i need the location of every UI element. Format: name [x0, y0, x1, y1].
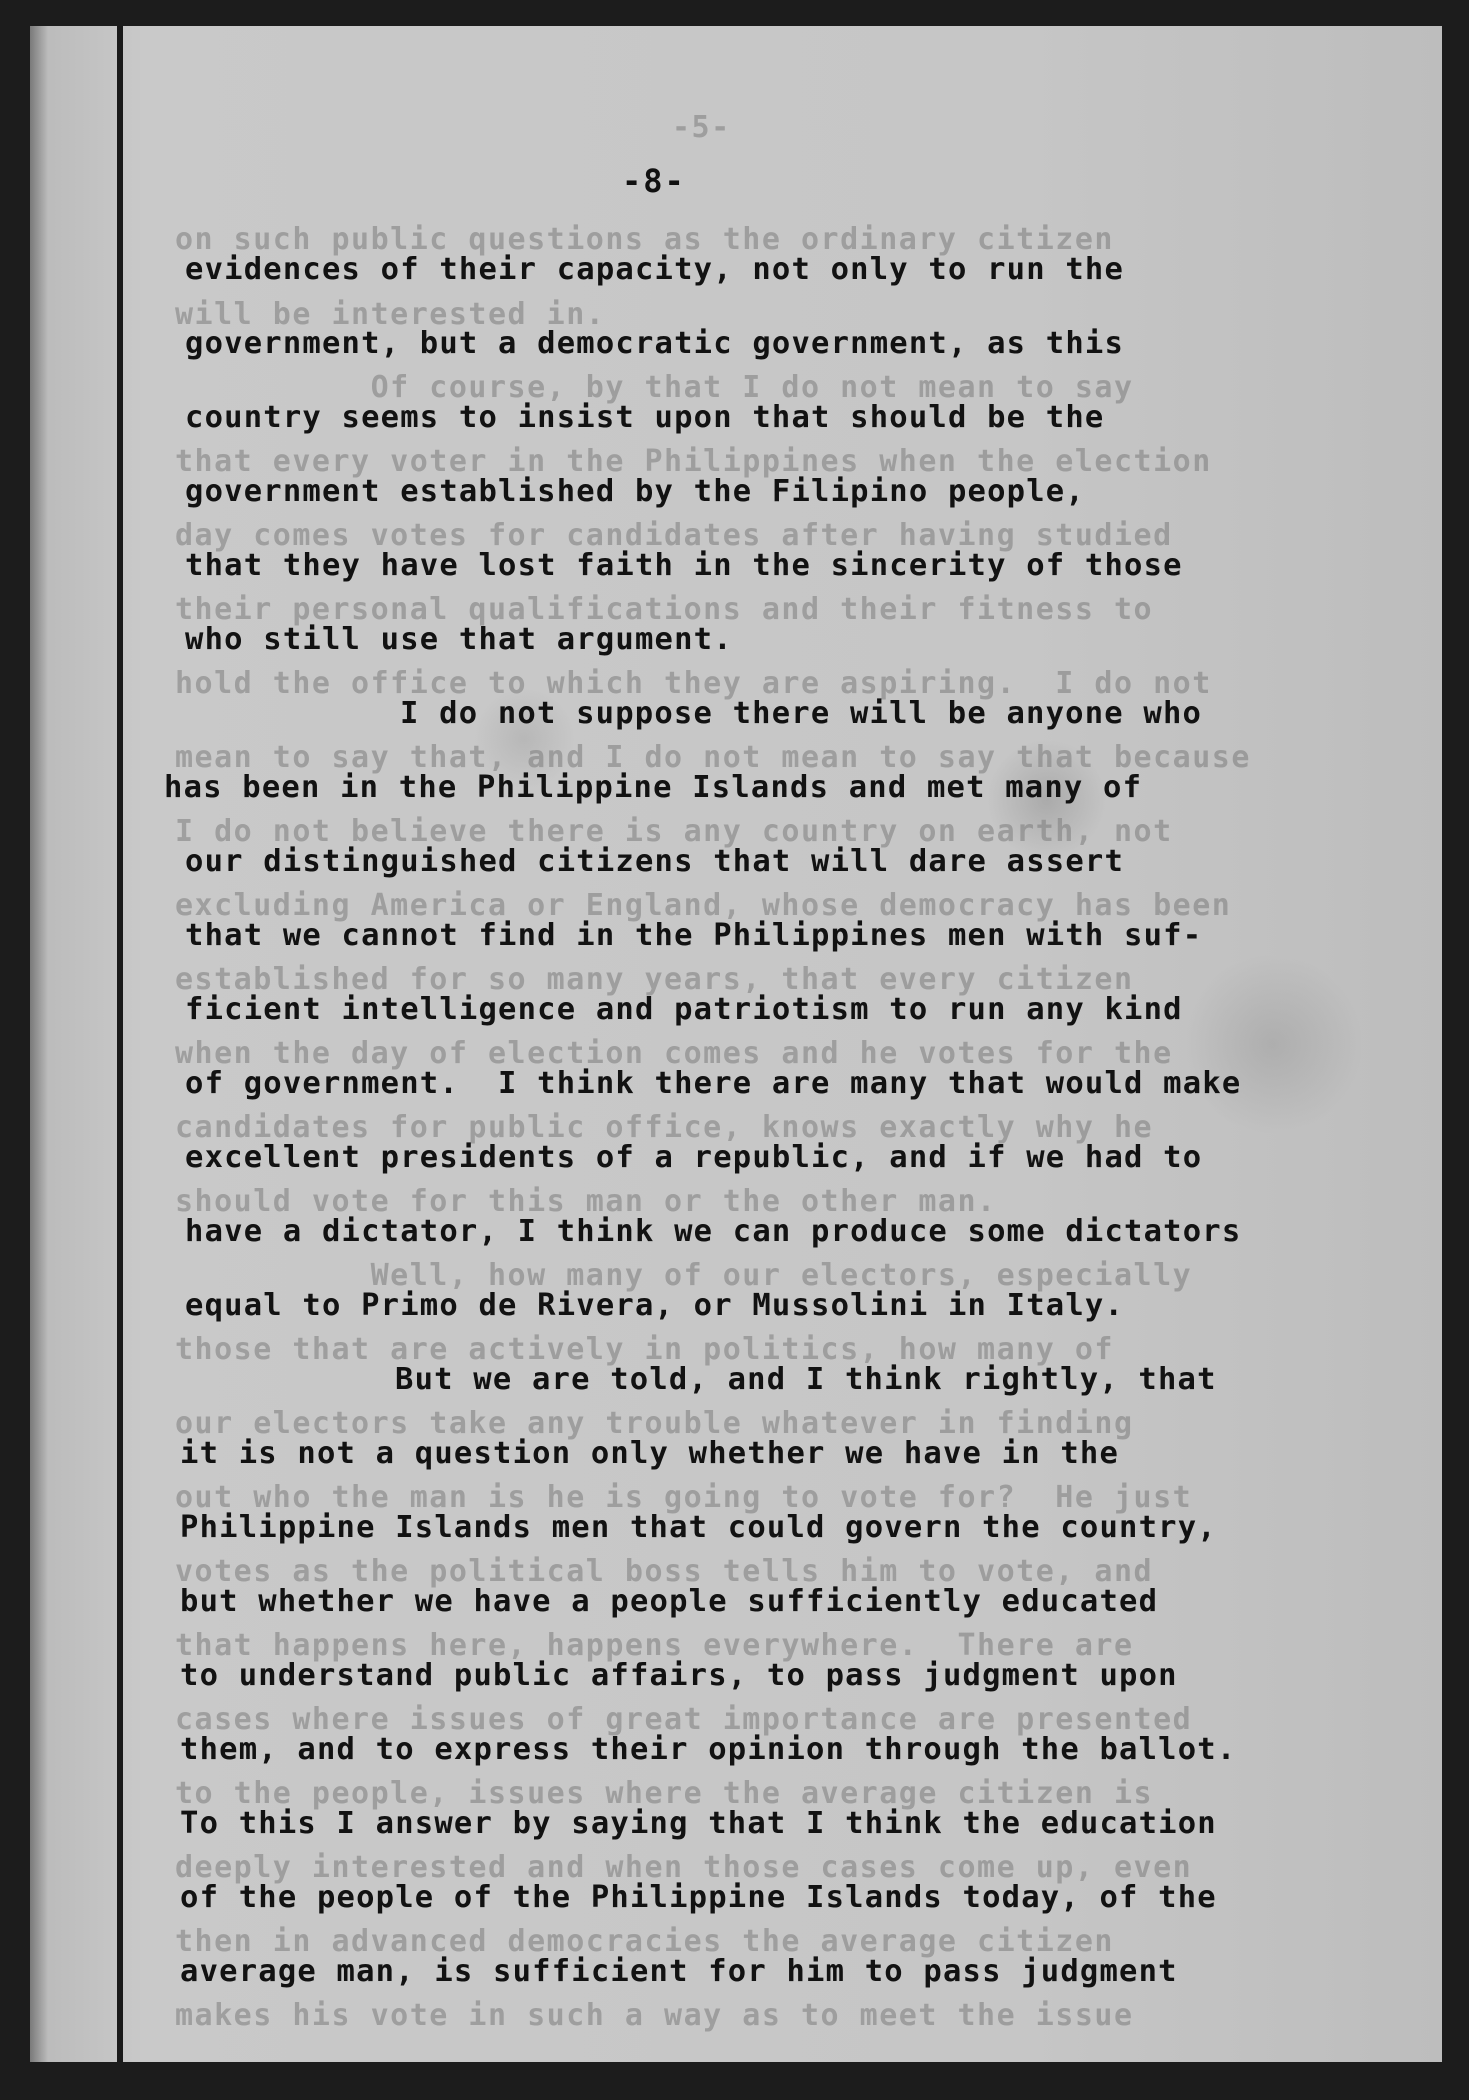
bleed-through-line: that happens here, happens everywhere. There are: [175, 1628, 1134, 1663]
text-line: To this I answer by saying that I think the education: [180, 1806, 1217, 1841]
text-line: country seems to insist upon that should be the: [185, 400, 1105, 435]
bleed-through-line: those that are actively in politics, how many of: [175, 1332, 1114, 1367]
paper-sheet: [30, 26, 1442, 2062]
text-line: government established by the Filipino people,: [185, 474, 1085, 509]
bleed-through-line: their personal qualifications and their fitness to: [175, 592, 1154, 627]
page-edge-shadow: [30, 26, 48, 2062]
bleed-through-line: candidates for public office, knows exactly why he: [175, 1110, 1154, 1145]
margin-rule: [117, 26, 123, 2062]
text-line: evidences of their capacity, not only to run the: [185, 252, 1125, 287]
text-line: have a dictator, I think we can produce some dictators: [185, 1214, 1242, 1249]
text-line: has been in the Philippine Islands and met many of: [164, 770, 1143, 805]
text-line: But we are told, and I think rightly, that: [395, 1362, 1217, 1397]
text-line: I do not suppose there will be anyone who: [400, 696, 1203, 731]
bleed-through-line: that every voter in the Philippines when the election: [175, 444, 1212, 479]
text-line: them, and to express their opinion through the ballot.: [180, 1732, 1237, 1767]
text-line: that they have lost faith in the sincerity of those: [185, 548, 1183, 583]
text-line: who still use that argument.: [185, 622, 733, 657]
bleed-through-line: hold the office to which they are aspiring. I do not: [175, 666, 1212, 701]
bleed-through-page-number: -5-: [672, 110, 731, 145]
bleed-through-line: out who the man is he is going to vote for? He just: [175, 1480, 1193, 1515]
text-line: of government. I think there are many that would make: [185, 1066, 1242, 1101]
text-line: our distinguished citizens that will dare assert: [185, 844, 1125, 879]
bleed-through-line: makes his vote in such a way as to meet the issue: [175, 1998, 1134, 2033]
bleed-through-line: when the day of election comes and he votes for the: [175, 1036, 1173, 1071]
bleed-through-line: our electors take any trouble whatever in finding: [175, 1406, 1134, 1441]
bleed-through-line: will be interested in.: [175, 297, 606, 332]
text-line: to understand public affairs, to pass judgment upon: [180, 1658, 1178, 1693]
bleed-through-line: cases where issues of great importance are presented: [175, 1702, 1193, 1737]
page-number: -8-: [622, 162, 686, 200]
bleed-through-line: deeply interested and when those cases come up, even: [175, 1850, 1193, 1885]
text-line: of the people of the Philippine Islands today, of the: [180, 1880, 1217, 1915]
text-line: it is not a question only whether we have in the: [180, 1436, 1120, 1471]
bleed-through-line: Of course, by that I do not mean to say: [175, 370, 1134, 405]
text-line: but whether we have a people sufficiently educated: [180, 1584, 1159, 1619]
text-line: average man, is sufficient for him to pass judgment: [180, 1954, 1178, 1989]
bleed-through-line: on such public questions as the ordinary citizen: [175, 222, 1114, 257]
bleed-through-line: votes as the political boss tells him to vote, and: [175, 1554, 1154, 1589]
bleed-through-line: Well, how many of our electors, especially: [175, 1258, 1193, 1293]
bleed-through-line: day comes votes for candidates after having studied: [175, 518, 1173, 553]
text-line: ficient intelligence and patriotism to run any kind: [185, 992, 1183, 1027]
bleed-through-line: excluding America or England, whose democracy has been: [175, 888, 1232, 923]
bleed-through-line: mean to say that, and I do not mean to say that because: [175, 740, 1251, 775]
text-line: government, but a democratic government, as this: [185, 326, 1125, 361]
bleed-through-line: to the people, issues where the average citizen is: [175, 1776, 1154, 1811]
bleed-through-line: established for so many years, that every citizen: [175, 962, 1134, 997]
text-line: equal to Primo de Rivera, or Mussolini in Italy.: [185, 1288, 1125, 1323]
text-line: Philippine Islands men that could govern the country,: [180, 1510, 1217, 1545]
text-line: excellent presidents of a republic, and if we had to: [185, 1140, 1203, 1175]
bleed-through-line: then in advanced democracies the average citizen: [175, 1924, 1114, 1959]
text-line: that we cannot find in the Philippines men with suf-: [185, 918, 1203, 953]
bleed-through-line: I do not believe there is any country on earth, not: [175, 814, 1173, 849]
bleed-through-line: should vote for this man or the other man.: [175, 1184, 997, 1219]
